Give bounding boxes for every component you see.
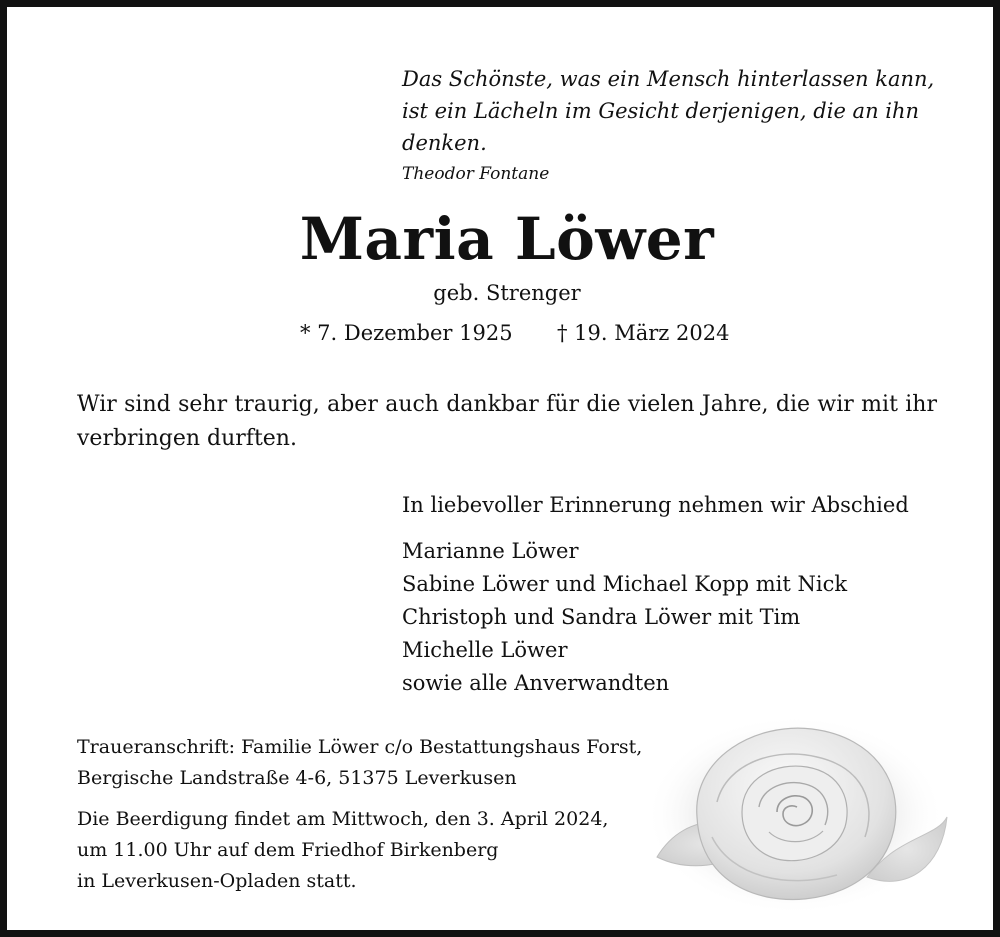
deceased-name: Maria Löwer	[299, 205, 715, 273]
maiden-name: geb. Strenger	[433, 281, 581, 305]
mourner-item: Christoph und Sandra Löwer mit Tim	[402, 605, 801, 629]
quote-line-2: ist ein Lächeln im Gesicht derjenigen, die an ihn denken.	[402, 99, 920, 155]
mourning-address	[77, 732, 642, 794]
quote-line-1: Das Schönste, was ein Mensch hinterlassen kann,	[402, 67, 935, 91]
funeral-line-3: in Leverkusen-Opladen statt.	[77, 870, 357, 892]
address-line-2: Bergische Landstraße 4-6, 51375 Leverkusen	[77, 767, 517, 789]
life-dates	[300, 321, 730, 345]
mourner-item: Michelle Löwer	[402, 638, 568, 662]
mourner-item: sowie alle Anverwandten	[402, 671, 670, 695]
rose-image	[637, 707, 952, 917]
mourners-list	[402, 535, 847, 700]
farewell-line: In liebevoller Erinnerung nehmen wir Abschied	[402, 493, 909, 517]
funeral-line-2: um 11.00 Uhr auf dem Friedhof Birkenberg	[77, 839, 499, 861]
intro-text: Wir sind sehr traurig, aber auch dankbar für die vielen Jahre, die wir mit ihr verbringen durften.	[77, 392, 937, 451]
funeral-info	[77, 804, 608, 897]
quote-author: Theodor Fontane	[402, 164, 550, 184]
address-line-1: Traueranschrift: Familie Löwer c/o Bestattungshaus Forst,	[77, 736, 643, 758]
death-date: † 19. März 2024	[557, 321, 730, 345]
mourner-item: Sabine Löwer und Michael Kopp mit Nick	[402, 572, 848, 596]
memorial-quote	[402, 63, 993, 187]
mourner-item: Marianne Löwer	[402, 539, 579, 563]
birth-date: * 7. Dezember 1925	[300, 321, 513, 345]
funeral-line-1: Die Beerdigung findet am Mittwoch, den 3. April 2024,	[77, 808, 609, 830]
